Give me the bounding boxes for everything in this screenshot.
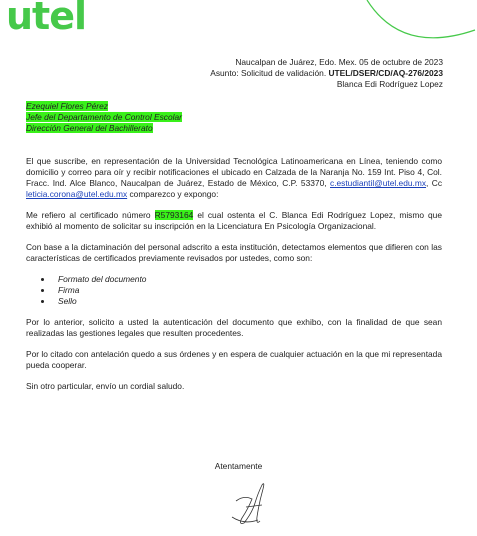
subject-reference: UTEL/DSER/CD/AQ-276/2023 <box>328 68 443 78</box>
subject-line <box>210 68 443 79</box>
paragraph-certificate: Me refiero al certificado número R5793164 el cual ostenta el C. Blanca Edi Rodríguez Lopez, mismo que exhibió al momento de solicitar su inscripción en la Licenciatura En Psicología Organizacional. <box>26 210 442 231</box>
utel-logo: utel <box>6 0 87 38</box>
recipient-name: Ezequiel Flores Pérez <box>26 101 108 111</box>
recipient-department: Dirección General del Bachillerato <box>26 123 153 133</box>
decorative-swoosh <box>347 0 477 48</box>
recipient-block <box>26 101 182 134</box>
list-item: Sello <box>58 296 442 307</box>
paragraph-availability: Por lo citado con antelación quedo a sus órdenes y en espera de cualquier actuación en la que mi representada pueda cooperar. <box>26 349 442 370</box>
place-date: Naucalpan de Juárez, Edo. Mex. 05 de octubre de 2023 <box>235 57 443 67</box>
email-link-cc[interactable]: leticia.corona@utel.edu.mx <box>26 189 128 199</box>
certificate-number: R5793164 <box>154 210 194 220</box>
closing-text: Atentamente <box>214 461 263 471</box>
subject-label: Asunto: Solicitud de validación. <box>210 68 327 78</box>
email-link-estudiantil[interactable]: c.estudiantil@utel.edu.mx <box>330 178 427 188</box>
recipient-position: Jefe del Departamento de Control Escolar <box>26 112 182 122</box>
signature-image <box>222 473 272 536</box>
paragraph-introduction: El que suscribe, en representación de la Universidad Tecnológica Latinoamericana en Línea, teniendo como domicilio y correo para oír y recibir notificaciones el ubicado en Calzada de la Naranja No. 159 Int. Piso 4, Col. Fracc. Ind. Alce Blanco, Naucalpan de Juárez, Estado de México, C.P. 53370, c.estudiantil@utel.edu.mx, Cc leticia.corona@utel.edu.mx comparezco y expongo: <box>26 156 443 199</box>
letter-header <box>210 57 443 90</box>
differences-list <box>26 274 442 307</box>
list-item: Formato del documento <box>58 274 442 285</box>
paragraph-request: Por lo anterior, solicito a usted la autenticación del documento que exhibo, con la finalidad de que sean realizadas las gestiones legales que resulten procedentes. <box>26 317 442 338</box>
paragraph-findings: Con base a la dictaminación del personal adscrito a esta institución, detectamos elementos que difieren con las características de certificados previamente revisados por ustedes, como son: <box>26 242 442 263</box>
letter-body <box>26 156 442 402</box>
paragraph-farewell: Sin otro particular, envío un cordial saludo. <box>26 381 185 391</box>
list-item: Firma <box>58 285 442 296</box>
student-name: Blanca Edi Rodríguez Lopez <box>336 79 443 89</box>
